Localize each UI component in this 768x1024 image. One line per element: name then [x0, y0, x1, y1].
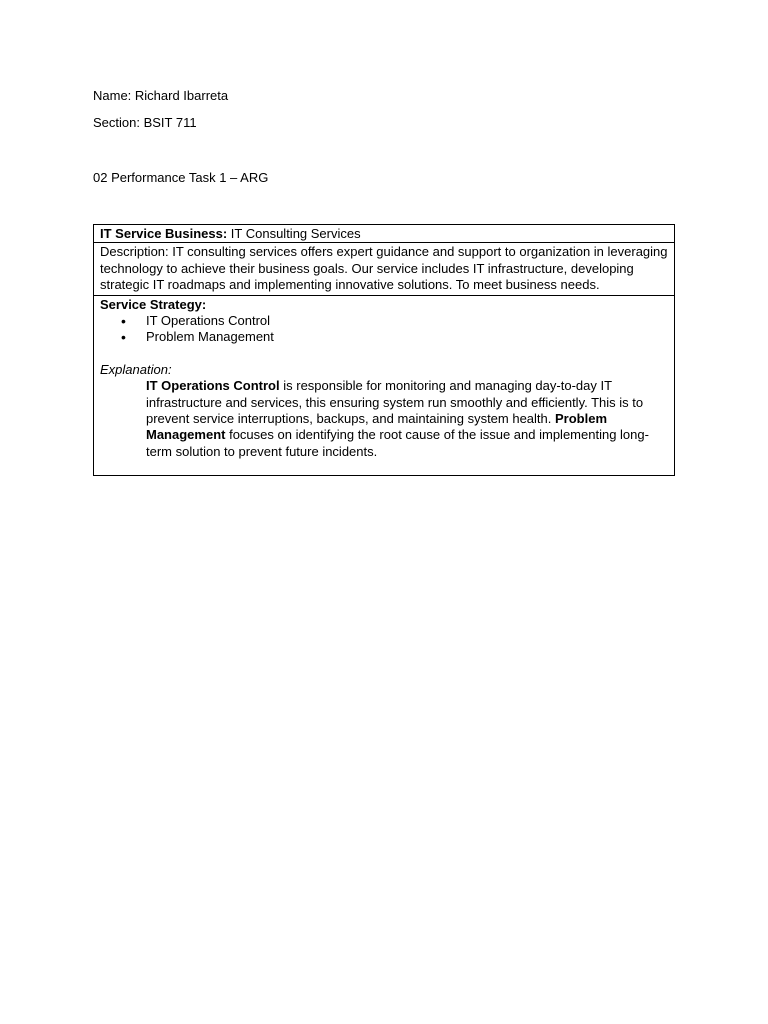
task-title: 02 Performance Task 1 – ARG: [93, 170, 269, 185]
strategy-label: Service Strategy:: [100, 296, 207, 312]
strategy-list: [100, 313, 668, 346]
explanation-text-2: focuses on identifying the root cause of the issue and implementing long-term solution to prevent future incidents.: [146, 427, 649, 459]
section-line: Section: BSIT 711: [93, 115, 197, 130]
term-operations: IT Operations Control: [146, 378, 280, 394]
business-row: [94, 225, 674, 242]
list-item: • Problem Management: [100, 329, 668, 345]
explanation-paragraph: [100, 378, 668, 460]
service-table: [93, 224, 675, 476]
student-name: Name: Richard Ibarreta: [93, 88, 229, 103]
explanation-label: Explanation:: [100, 361, 172, 377]
explanation-text-1: is responsible for monitoring and managing day-to-day IT infrastructure and services, this ensuring system run smoothly and efficiently. This is to prevent service interruptions, backups, and maintaining system health.: [146, 378, 644, 427]
description-row: [94, 242, 674, 294]
strategy-row: [94, 295, 674, 476]
list-item: • IT Operations Control: [100, 313, 668, 329]
business-label: IT Service Business:: [100, 226, 228, 241]
description-text: Description: IT consulting services offers expert guidance and support to organization in leveraging technology to achieve their business goals. Our service includes IT infrastructure, developing strategic IT roadmaps and implementing innovative solutions. To meet business needs.: [100, 244, 668, 293]
term-problem-management: Problem Management: [146, 411, 608, 443]
business-value: IT Consulting Services: [230, 226, 361, 241]
